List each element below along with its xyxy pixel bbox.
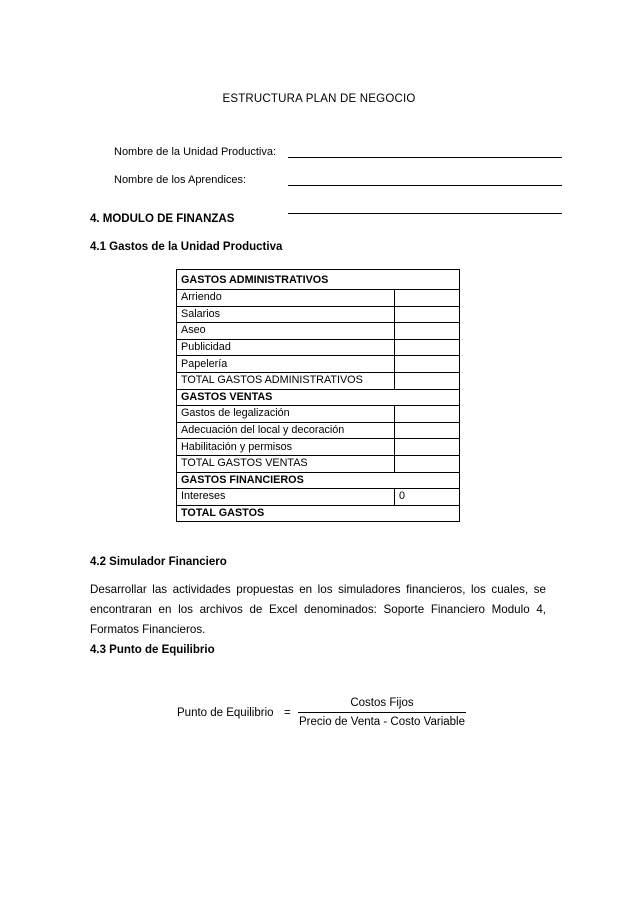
financieros-header: GASTOS FINANCIEROS (177, 472, 460, 489)
admin-item: Aseo (177, 323, 395, 340)
aprendices-line-1 (288, 185, 562, 186)
ventas-item: Adecuación del local y decoración (177, 422, 395, 439)
section-4-2-paragraph: Desarrollar las actividades propuestas en los simuladores financieros, los cuales, se encontraran en los archivos de Excel denominados: Soporte Financiero Modulo 4, Formatos Financieros. (90, 583, 546, 636)
value-cell (395, 372, 460, 389)
aprendices-line-2 (288, 213, 562, 214)
table-row (177, 372, 460, 389)
value-cell (395, 306, 460, 323)
admin-item: Publicidad (177, 339, 395, 356)
formula-equals: = (284, 707, 291, 719)
table-row (177, 306, 460, 323)
value-cell (395, 422, 460, 439)
table-row (177, 406, 460, 423)
aprendices-label: Nombre de los Aprendices: (114, 174, 247, 186)
value-cell (395, 339, 460, 356)
value-cell (395, 356, 460, 373)
unidad-productiva-line (288, 157, 562, 158)
table-row (177, 356, 460, 373)
gastos-table (176, 269, 460, 522)
ventas-item: Habilitación y permisos (177, 439, 395, 456)
admin-item: Salarios (177, 306, 395, 323)
formula-lhs: Punto de Equilibrio (177, 707, 274, 719)
unidad-productiva-label: Nombre de la Unidad Productiva: (114, 146, 277, 158)
table-row (177, 505, 460, 522)
section-4-2-heading: 4.2 Simulador Financiero (90, 556, 227, 568)
total-gastos: TOTAL GASTOS (177, 505, 460, 522)
value-cell (395, 439, 460, 456)
document-title: ESTRUCTURA PLAN DE NEGOCIO (222, 93, 416, 105)
fraction-bar (298, 712, 466, 713)
table-row (177, 389, 460, 406)
admin-item: Papelería (177, 356, 395, 373)
section-4-1-heading: 4.1 Gastos de la Unidad Productiva (90, 241, 283, 253)
value-cell (395, 406, 460, 423)
ventas-total: TOTAL GASTOS VENTAS (177, 455, 395, 472)
value-cell (395, 290, 460, 307)
admin-header: GASTOS ADMINISTRATIVOS (177, 270, 460, 290)
admin-total: TOTAL GASTOS ADMINISTRATIVOS (177, 372, 395, 389)
table-row (177, 270, 460, 290)
table-row (177, 439, 460, 456)
table-row (177, 472, 460, 489)
table-row (177, 422, 460, 439)
intereses-value: 0 (395, 489, 460, 506)
value-cell (395, 323, 460, 340)
ventas-item: Gastos de legalización (177, 406, 395, 423)
table-row (177, 290, 460, 307)
value-cell (395, 455, 460, 472)
section-4-heading: 4. MODULO DE FINANZAS (90, 213, 235, 225)
admin-item: Arriendo (177, 290, 395, 307)
table-row (177, 489, 460, 506)
table-row (177, 323, 460, 340)
section-4-3-heading: 4.3 Punto de Equilibrio (90, 644, 215, 656)
ventas-header: GASTOS VENTAS (177, 389, 460, 406)
formula-numerator: Costos Fijos (350, 697, 414, 709)
table-row (177, 339, 460, 356)
formula-denominator: Precio de Venta - Costo Variable (299, 716, 465, 728)
table-row (177, 455, 460, 472)
financieros-item: Intereses (177, 489, 395, 506)
